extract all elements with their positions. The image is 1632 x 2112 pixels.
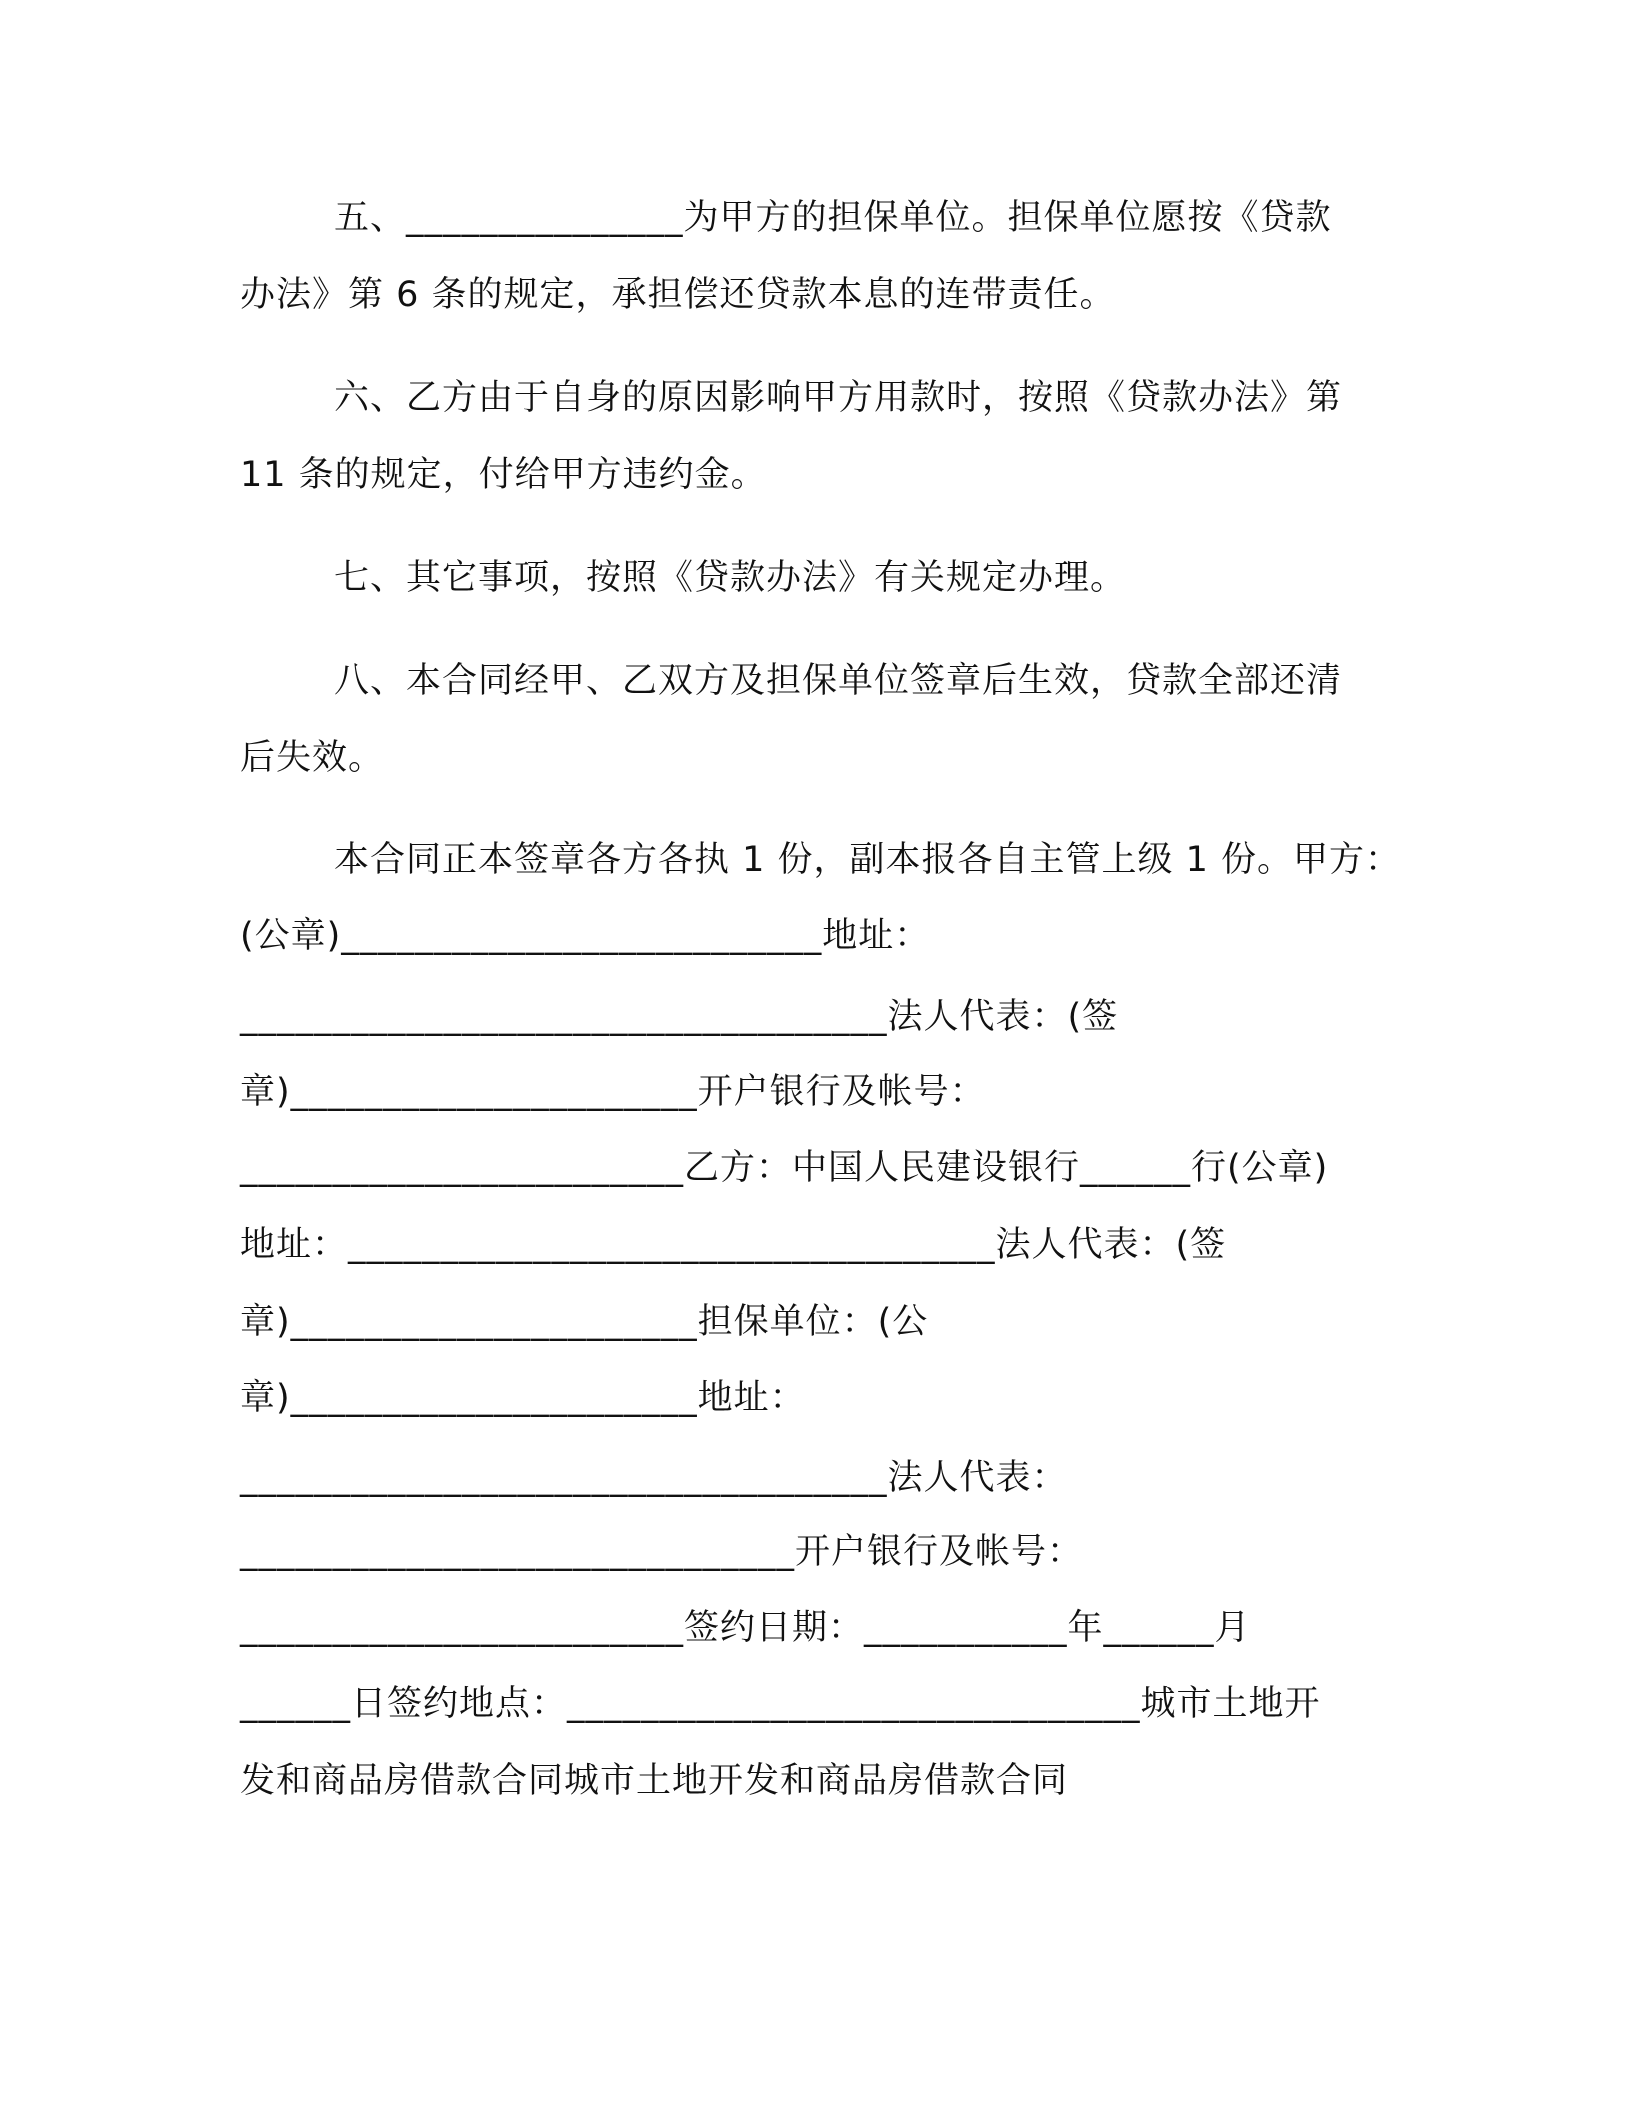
party-a-legal-rep-line: ___________________________________法人代表：(签 xyxy=(240,997,1119,1037)
clause-5-line-2: 办法》第 6 条的规定，承担偿还贷款本息的连带责任。 xyxy=(240,275,1116,315)
party-b-line: ________________________乙方：中国人民建设银行______行(公章) xyxy=(240,1148,1329,1188)
party-a-seal-line: (公章)__________________________地址： xyxy=(240,916,931,956)
clause-6-line-1: 六、乙方由于自身的原因影响甲方用款时，按照《贷款办法》第 xyxy=(334,378,1343,418)
party-b-address-line: 地址：___________________________________法人代表：(签 xyxy=(240,1225,1227,1265)
clause-6-line-2: 11 条的规定，付给甲方违约金。 xyxy=(240,455,767,495)
guarantor-address-line: 章)______________________地址： xyxy=(240,1378,806,1418)
clause-7-line-1: 七、其它事项，按照《贷款办法》有关规定办理。 xyxy=(334,558,1127,598)
clause-5-line-1: 五、_______________为甲方的担保单位。担保单位愿按《贷款 xyxy=(334,198,1332,238)
party-a-bank-line: 章)______________________开户银行及帐号： xyxy=(240,1072,986,1112)
clause-8-line-2: 后失效。 xyxy=(240,738,385,778)
signing-place-line: ______日签约地点：_______________________________城市土地开 xyxy=(240,1684,1321,1724)
footer-title-line: 发和商品房借款合同城市土地开发和商品房借款合同 xyxy=(240,1761,1069,1801)
guarantor-legal-rep-line: ___________________________________法人代表： xyxy=(240,1458,1068,1498)
guarantor-bank-line: ______________________________开户银行及帐号： xyxy=(240,1532,1084,1572)
guarantor-line: 章)______________________担保单位：(公 xyxy=(240,1302,929,1342)
clause-8-line-1: 八、本合同经甲、乙双方及担保单位签章后生效，贷款全部还清 xyxy=(334,661,1343,701)
signing-date-line: ________________________签约日期：___________年______月 xyxy=(240,1608,1251,1648)
copies-line: 本合同正本签章各方各执 1 份，副本报各自主管上级 1 份。甲方： xyxy=(334,840,1402,880)
